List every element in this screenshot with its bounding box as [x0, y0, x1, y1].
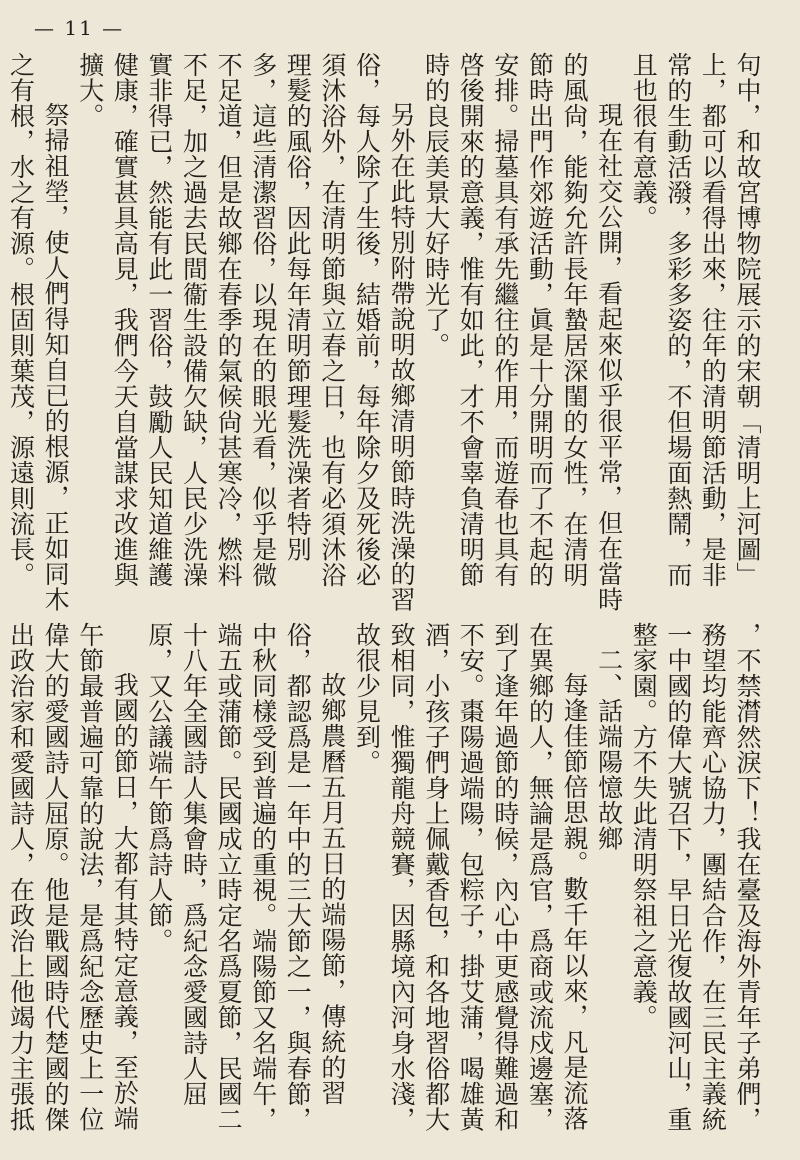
lower-text-block: [6, 622, 764, 1150]
paragraph: ，不禁潸然淚下！我在臺及海外青年子弟們，務望均能齊心協力，團結合作，在三民主義統一中國的偉大號召下，早日光復故國河山，重整家園。方不失此清明祭祖之意義。: [629, 622, 762, 1132]
paragraph: 祭掃祖塋，使人們得知自已的根源，正如同木之有根，水之有源。根固則葉茂，源遠則流長。: [6, 52, 71, 612]
paragraph: 句中，和故宮博物院展示的宋朝「清明上河圖」上，都可以看得出來，往年的清明節活動，是非常的生動活潑，多彩多姿的，不但場面熱鬧，而且也很有意義。: [629, 52, 762, 588]
paragraph: 每逢佳節倍思親。數千年以來，凡是流落在異鄉的人，無論是爲官，爲商或流戍邊塞，到了逢年過節的時候，內心中更感覺得難過和不安。棗陽過端陽，包粽子，掛艾蒲，喝雄黃酒，小孩子們身上佩戴香包，和各地習俗都大致相同，惟獨龍舟競賽，因縣境內河身水淺，故很少見到。: [352, 622, 590, 1132]
section-heading: 二、話端陽憶故鄉: [594, 647, 624, 851]
paragraph: 另外在此特別附帶說明故鄉清明節時洗澡的習俗，每人除了生後，結婚前，每年除夕及死後必須沐浴外，在清明節與立春之日，也有必須沐浴理髮的風俗，因此每年清明節理髮洗澡者特別多，這些清潔習俗，以現在的眼光看，似乎是微不足道，但是故鄉在春季的氣候尙甚寒冷，燃料不足，加之過去民間衞生設備欠缺，人民少洗澡實非得已，然能有此一習俗，鼓勵人民知道維護健康，確實甚具高見，我們今天自當謀求改進與擴大。: [75, 52, 417, 612]
upper-text-block: [6, 52, 764, 612]
page-number: — 11 —: [34, 16, 125, 40]
paragraph: 我國的節日，大都有其特定意義，至於端午節最普遍可靠的說法，是爲紀念歷史上一位偉大的愛國詩人屈原。他是戰國時代楚國的傑出政治家和愛國詩人，在政治上他竭力主張抵: [6, 622, 140, 1132]
paragraph: 現在社交公開，看起來似乎很平常，但在當時的風尙，能夠允許長年蟄居深閨的女性，在清明節時出門作郊遊活動，眞是十分開明而了不起的安排。掃墓具有承先繼往的作用，而遊春也具有啓後開來的意義，惟有如此，才不會辜負清明節時的良辰美景大好時光了。: [421, 52, 624, 612]
paragraph: 故鄉農曆五月五日的端陽節，傳統的習俗，都認爲是一年中的三大節之一，與春節，中秋同樣受到普遍的重視。端陽節又名端午，端五或蒲節。民國成立時定名爲夏節，民國二十八年全國詩人集會時，爲紀念愛國詩人屈原，又公議端午節爲詩人節。: [144, 622, 347, 1132]
